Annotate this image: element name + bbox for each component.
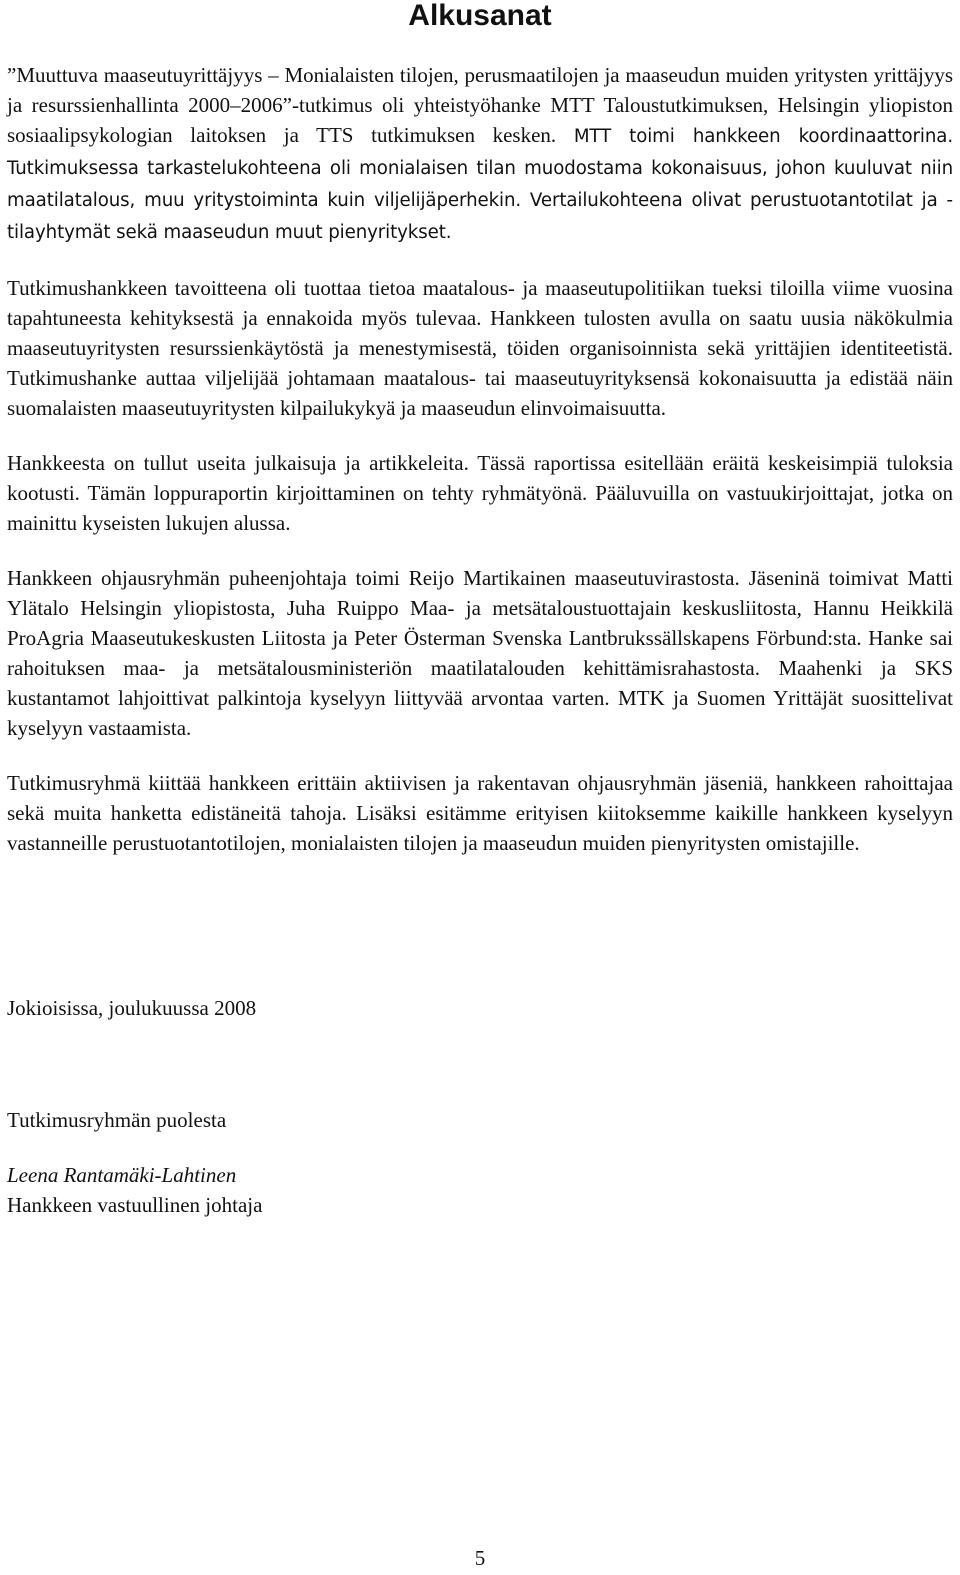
- page-number: 5: [474, 1546, 486, 1570]
- paragraph-1-sans-part: MTT toimi hankkeen koordinaattorina. Tutkimuksessa tarkastelukohteena oli monialaisen tilan muodostama kokonaisuus, johon kuuluvat niin maatilatalous, muu yritystoiminta kuin viljelijäperhekin. Vertailukohteena olivat perustuotantotilat ja -tilayhtymät sekä maaseudun muut pienyritykset.: [7, 126, 953, 243]
- place-date: Jokioisissa, joulukuussa 2008: [7, 996, 257, 1020]
- paragraph-1-serif-part: ”Muuttuva maaseutuyrittäjyys – Monialaisten tilojen, perusmaatilojen ja maaseudun muiden yritysten yrittäjyys ja resurssienhallinta 2000–2006”-tutkimus oli yhteistyöhanke MTT Taloustutkimuksen, Helsingin yliopiston sosiaalipsykologian laitoksen ja TTS tutkimuksen kesken.: [7, 63, 953, 147]
- paragraph-1: [7, 60, 953, 248]
- page-title: Alkusanat: [408, 0, 552, 32]
- paragraph-5: Tutkimusryhmä kiittää hankkeen erittäin aktiivisen ja rakentavan ohjausryhmän jäseniä, hankkeen rahoittajaa sekä muita hanketta edistäneitä tahoja. Lisäksi esitämme erityisen kiitoksemme kaikille hankkeen kyselyyn vastanneille perustuotantotilojen, monialaisten tilojen ja maaseudun muiden pienyritysten omistajille.: [7, 771, 953, 855]
- signer-role: Hankkeen vastuullinen johtaja: [7, 1193, 263, 1217]
- paragraph-3: Hankkeesta on tullut useita julkaisuja ja artikkeleita. Tässä raportissa esitellään eräitä keskeisimpiä tuloksia kootusti. Tämän loppuraportin kirjoittaminen on tehty ryhmätyönä. Pääluvuilla on vastuukirjoittajat, jotka on mainittu kyseisten lukujen alussa.: [7, 451, 953, 535]
- body-text: [7, 60, 953, 883]
- paragraph-2: Tutkimushankkeen tavoitteena oli tuottaa tietoa maatalous- ja maaseutupolitiikan tueksi tiloilla viime vuosina tapahtuneesta kehityksestä ja ennakoida myös tulevaa. Hankkeen tulosten avulla on saatu uusia näkökulmia maaseutuyritysten resurssienkäytöstä ja menestymisestä, töiden organisoinnista sekä yrittäjien identiteetistä. Tutkimushanke auttaa viljelijää johtamaan maatalous- tai maaseutuyrityksensä kokonaisuutta ja edistää näin suomalaisten maaseutuyritysten kilpailukykyä ja maaseudun elinvoimaisuutta.: [7, 276, 953, 420]
- signer-name: Leena Rantamäki-Lahtinen: [7, 1163, 237, 1187]
- on-behalf-line: Tutkimusryhmän puolesta: [7, 1108, 227, 1132]
- paragraph-4: Hankkeen ohjausryhmän puheenjohtaja toimi Reijo Martikainen maaseutuvirastosta. Jäseninä toimivat Matti Ylätalo Helsingin yliopistosta, Juha Ruippo Maa- ja metsätaloustuottajain keskusliitosta, Hannu Heikkilä ProAgria Maaseutukeskusten Liitosta ja Peter Österman Svenska Lantbrukssällskapens Förbund:sta. Hanke sai rahoituksen maa- ja metsätalousministeriön maatilatalouden kehittämisrahastosta. Maahenki ja SKS kustantamot lahjoittivat palkintoja kyselyyn liittyvää arvontaa varten. MTK ja Suomen Yrittäjät suosittelivat kyselyyn vastaamista.: [7, 566, 953, 740]
